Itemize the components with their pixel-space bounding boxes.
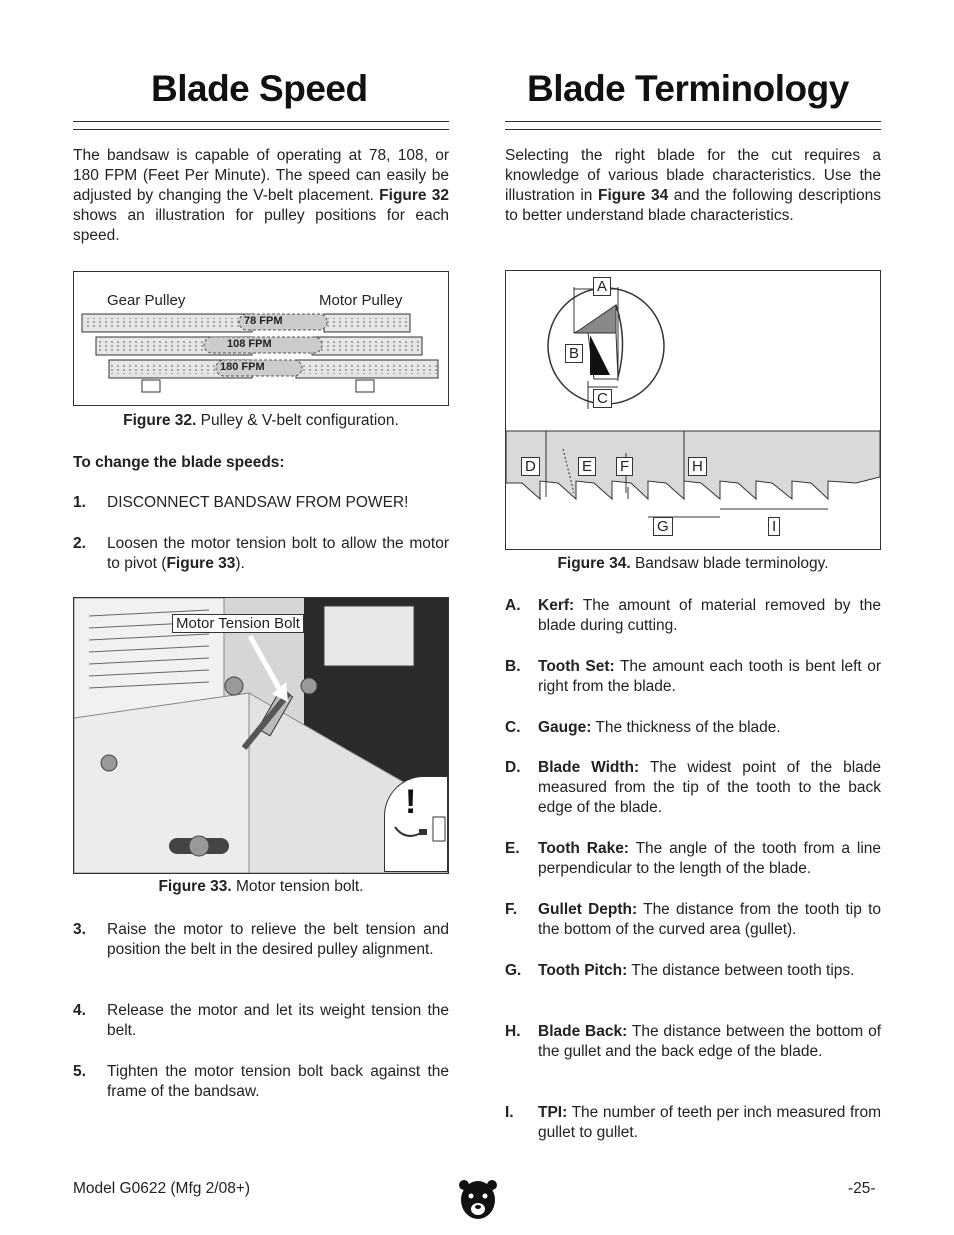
figure-33-motor-photo	[73, 597, 449, 874]
bear-logo-icon	[458, 1176, 498, 1222]
term-gullet-depth: F. Gullet Depth: The distance from the tooth tip to the bottom of the curved area (gullet).	[505, 901, 881, 938]
step-1: 1. DISCONNECT BANDSAW FROM POWER!	[73, 494, 409, 511]
term-blade-back: H. Blade Back: The distance between the bottom of the gullet and the back edge of the blade.	[505, 1023, 881, 1060]
figure-34-blade-diagram	[505, 270, 881, 550]
blade-label-a: A	[593, 277, 611, 296]
blade-label-f: F	[616, 457, 633, 476]
svg-text:!: !	[405, 783, 417, 821]
step-3: 3. Raise the motor to relieve the belt tension and position the belt in the desired pulley alignment.	[73, 921, 449, 958]
term-blade-width: D. Blade Width: The widest point of the blade measured from the tip of the tooth to the back edge of the blade.	[505, 759, 882, 816]
blade-speed-subheading: To change the blade speeds:	[73, 454, 285, 471]
term-kerf: A. Kerf: The amount of material removed by the blade during cutting.	[505, 597, 881, 634]
blade-label-g: G	[653, 517, 673, 536]
term-tpi: I. TPI: The number of teeth per inch measured from gullet to gullet.	[505, 1104, 881, 1141]
page-title-blade-speed: Blade Speed	[151, 68, 368, 109]
motor-tension-bolt-callout: Motor Tension Bolt	[172, 614, 304, 633]
blade-speed-intro: The bandsaw is capable of operating at 78, 108, or 180 FPM (Feet Per Minute). The speed can easily be adjusted by changing the V-belt placement. Figure 32 shows an illustration for pulley positions for each speed.	[73, 147, 449, 244]
figure-33-caption: Figure 33. Motor tension bolt.	[158, 878, 364, 895]
figure-34-caption: Figure 34. Bandsaw blade terminology.	[557, 555, 829, 572]
step-5: 5. Tighten the motor tension bolt back against the frame of the bandsaw.	[73, 1063, 449, 1100]
term-tooth-pitch: G. Tooth Pitch: The distance between tooth tips.	[505, 962, 855, 979]
blade-label-e: E	[578, 457, 596, 476]
blade-terminology-intro: Selecting the right blade for the cut requires a knowledge of various blade characteristics. Use the illustration in Figure 34 and the following descriptions to better understand blade characteristics.	[505, 147, 881, 224]
blade-terminology-illustration	[506, 271, 880, 549]
unplug-warning-icon	[384, 776, 448, 872]
page-title-blade-terminology: Blade Terminology	[527, 68, 849, 109]
footer-page-number: -25-	[848, 1180, 876, 1197]
blade-label-h: H	[688, 457, 707, 476]
title-rule-top	[505, 121, 881, 122]
term-tooth-rake: E. Tooth Rake: The angle of the tooth from a line perpendicular to the length of the blade.	[505, 840, 881, 877]
gear-pulley-label: Gear Pulley	[107, 292, 186, 309]
blade-label-i: I	[768, 517, 780, 536]
figure-32-pulley-diagram	[73, 271, 449, 406]
speed-180-label: 180 FPM	[220, 361, 265, 373]
blade-label-c: C	[593, 389, 612, 408]
blade-label-b: B	[565, 344, 583, 363]
motor-pulley-label: Motor Pulley	[319, 292, 403, 309]
term-gauge: C. Gauge: The thickness of the blade.	[505, 719, 781, 736]
speed-78-label: 78 FPM	[244, 315, 283, 327]
footer-model: Model G0622 (Mfg 2/08+)	[73, 1180, 251, 1197]
title-rule-top	[73, 121, 449, 122]
title-rule-bottom	[505, 129, 881, 130]
step-4: 4. Release the motor and let its weight tension the belt.	[73, 1002, 449, 1039]
blade-label-d: D	[521, 457, 540, 476]
figure-32-caption: Figure 32. Pulley & V-belt configuration.	[123, 412, 399, 429]
speed-108-label: 108 FPM	[227, 338, 272, 350]
title-rule-bottom	[73, 129, 449, 130]
step-2: 2. Loosen the motor tension bolt to allow the motor to pivot (Figure 33).	[73, 535, 449, 572]
term-tooth-set: B. Tooth Set: The amount each tooth is bent left or right from the blade.	[505, 658, 881, 695]
